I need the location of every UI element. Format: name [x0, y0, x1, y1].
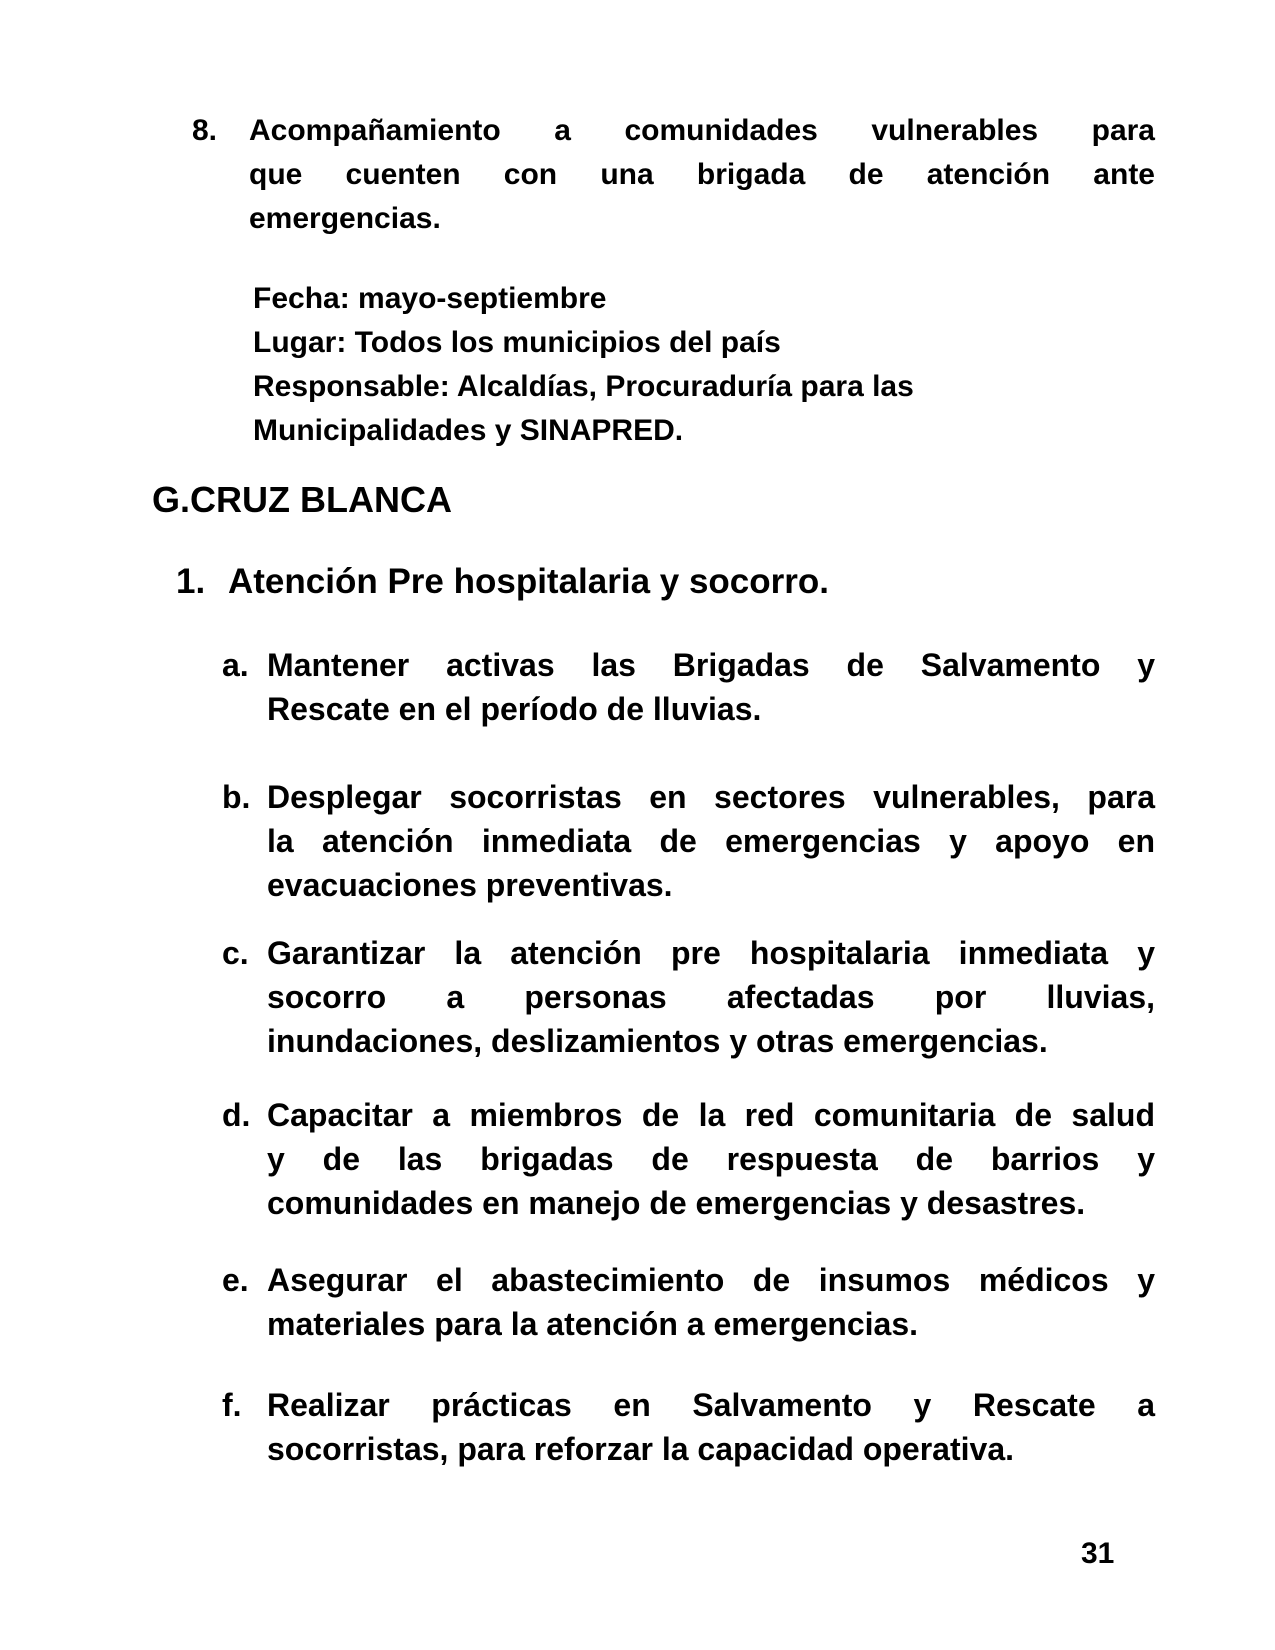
- sub-item-d-paragraph: [267, 1093, 1155, 1225]
- text-line: Realizar prácticas en Salvamento y Rescate a: [267, 1387, 1155, 1423]
- text-line: Mantener activas las Brigadas de Salvamento y: [267, 647, 1155, 683]
- section-g-title: CRUZ BLANCA: [190, 479, 452, 520]
- text-line: Rescate en el período de lluvias.: [267, 691, 762, 727]
- text-line: Garantizar la atención pre hospitalaria inmediata y: [267, 935, 1155, 971]
- sub-item-f-paragraph: [267, 1383, 1155, 1471]
- schedule-responsable-line: Responsable: Alcaldías, Procuraduría para las: [253, 370, 914, 403]
- sub-item-d-marker: d.: [222, 1097, 251, 1133]
- section-g-marker: G.: [152, 479, 191, 520]
- text-line: que cuenten con una brigada de atención ante: [249, 158, 1155, 191]
- sub-item-c-marker: c.: [222, 935, 249, 971]
- text-line: Capacitar a miembros de la red comunitaria de salud: [267, 1097, 1155, 1133]
- schedule-lugar-line: Lugar: Todos los municipios del país: [253, 326, 781, 359]
- sub-item-b-marker: b.: [222, 779, 251, 815]
- text-line: emergencias.: [249, 202, 441, 235]
- sub-item-e-marker: e.: [222, 1262, 249, 1298]
- schedule-block: [253, 277, 1159, 453]
- schedule-responsable-line-2: Municipalidades y SINAPRED.: [253, 414, 684, 447]
- text-line: materiales para la atención a emergencias.: [267, 1306, 918, 1342]
- sub-item-b-paragraph: [267, 775, 1155, 907]
- sub-item-c-paragraph: [267, 931, 1155, 1063]
- text-line: socorristas, para reforzar la capacidad operativa.: [267, 1431, 1014, 1467]
- text-line: Asegurar el abastecimiento de insumos médicos y: [267, 1262, 1155, 1298]
- page-number: 31: [1081, 1537, 1115, 1570]
- text-line: evacuaciones preventivas.: [267, 867, 673, 903]
- text-line: inundaciones, deslizamientos y otras emergencias.: [267, 1023, 1048, 1059]
- sub-item-f-marker: f.: [222, 1387, 242, 1423]
- item-1-title: Atención Pre hospitalaria y socorro.: [228, 562, 829, 601]
- schedule-fecha-line: Fecha: mayo-septiembre: [253, 282, 607, 315]
- item-8-marker: 8.: [192, 114, 218, 147]
- text-line: y de las brigadas de respuesta de barrios y: [267, 1141, 1155, 1177]
- sub-item-e-paragraph: [267, 1258, 1155, 1346]
- text-line: Acompañamiento a comunidades vulnerables para: [249, 114, 1155, 147]
- item-1-marker: 1.: [176, 562, 206, 601]
- text-line: la atención inmediata de emergencias y apoyo en: [267, 823, 1155, 859]
- text-line: Desplegar socorristas en sectores vulnerables, para: [267, 779, 1155, 815]
- text-line: comunidades en manejo de emergencias y desastres.: [267, 1185, 1086, 1221]
- sub-item-a-paragraph: [267, 643, 1155, 731]
- sub-item-a-marker: a.: [222, 647, 249, 683]
- item-8-paragraph: [249, 109, 1155, 241]
- text-line: socorro a personas afectadas por lluvias,: [267, 979, 1155, 1015]
